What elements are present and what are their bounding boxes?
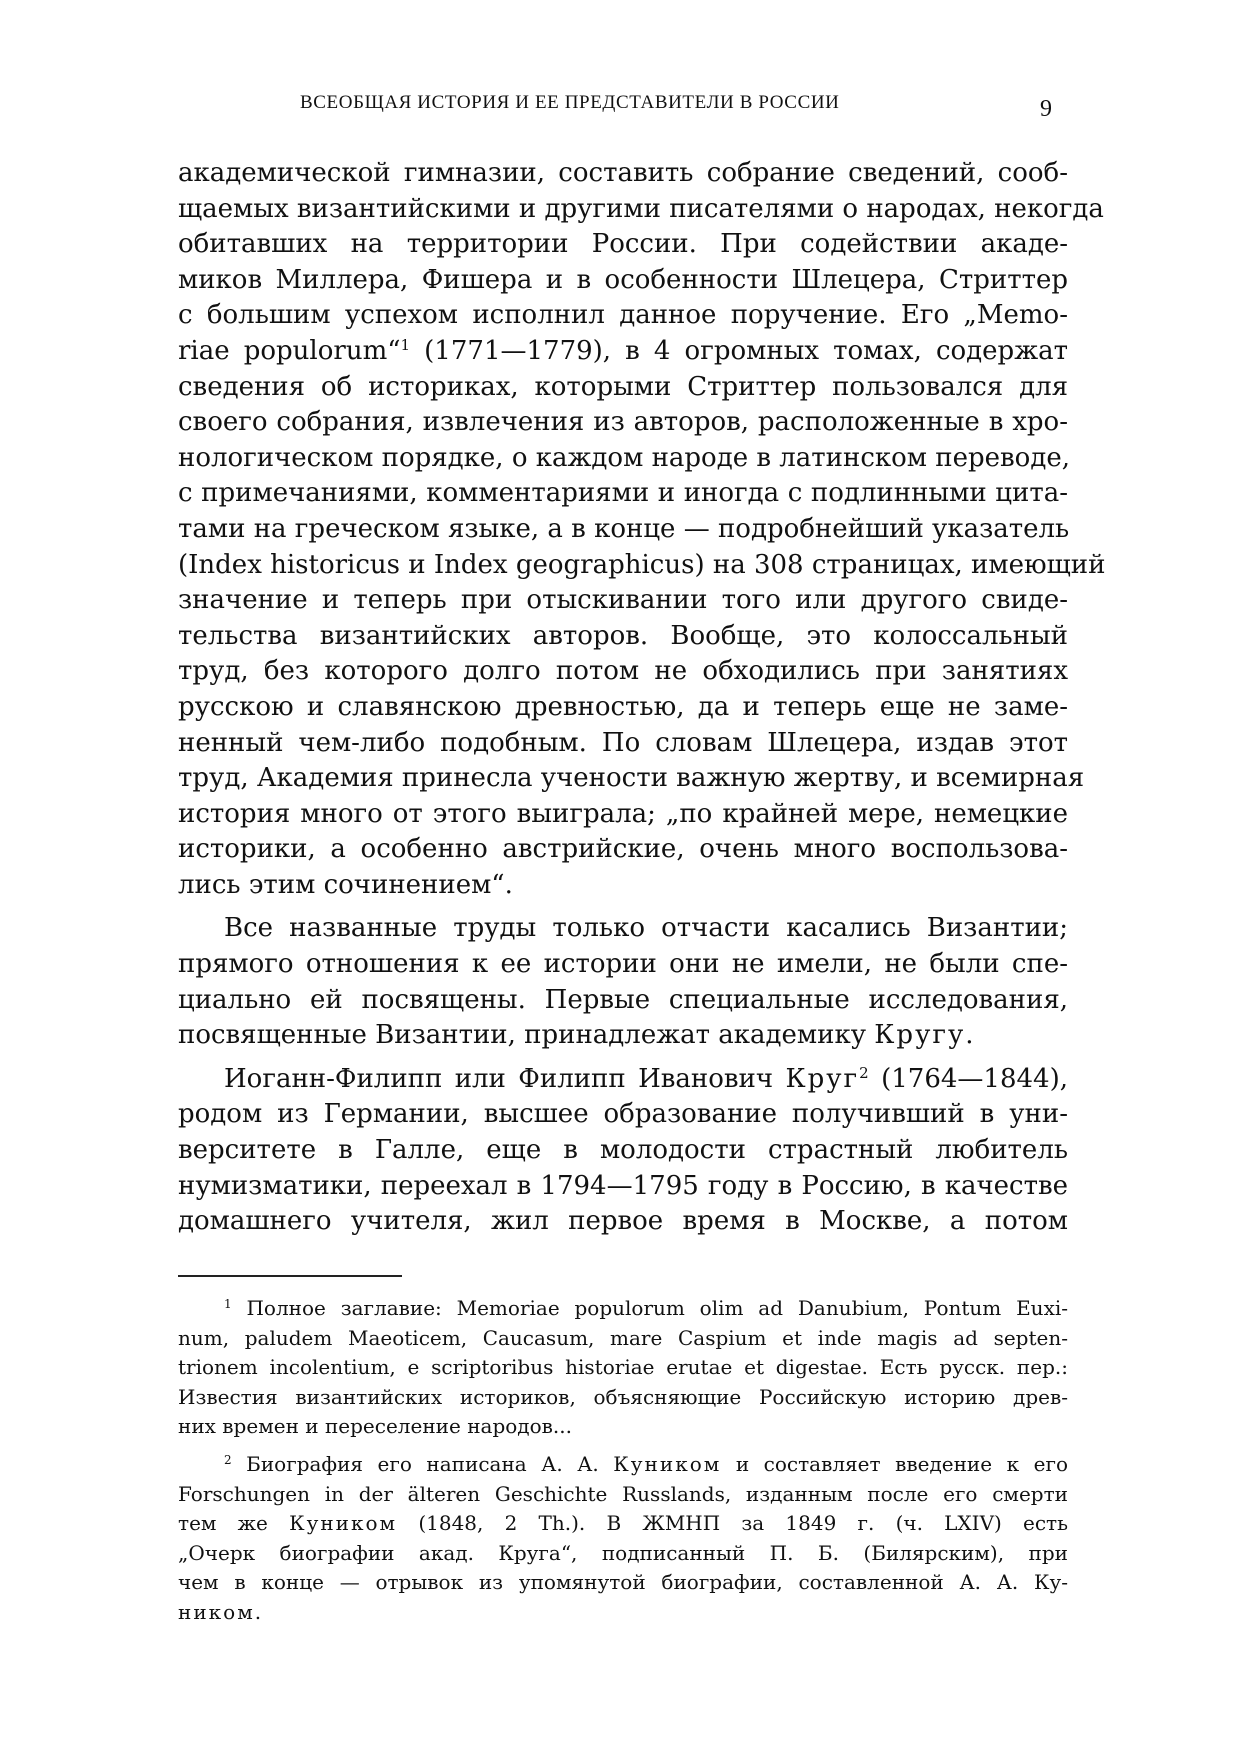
footnotes	[178, 1294, 1068, 1628]
text-line: верситете в Галле, еще в молодости страстный любитель	[178, 1135, 1068, 1166]
text-line: циально ей посвящены. Первые специальные исследования,	[178, 984, 1068, 1015]
text-line	[178, 334, 1068, 370]
text-fragment: тем же	[178, 1511, 290, 1536]
text-line: с примечаниями, комментариями и иногда с подлинными цита-	[178, 478, 1068, 509]
text-line: Все названные труды только отчасти касались Византии;	[224, 913, 1068, 944]
text-line: с большим успехом исполнил данное поручение. Его „Memo-	[178, 300, 1068, 331]
text-line: родом из Германии, высшее образование получивший в уни-	[178, 1099, 1068, 1130]
text-fragment: (1764—1844),	[868, 1063, 1068, 1094]
text-line	[178, 1018, 1068, 1054]
footnote-line: них времен и переселение народов...	[178, 1414, 572, 1439]
footnote-ref: 2	[859, 1063, 869, 1082]
text-line: обитавших на территории России. При содействии акаде-	[178, 229, 1068, 260]
spaced-name: Куником	[289, 1511, 398, 1536]
spaced-name: Куником	[613, 1451, 722, 1476]
text-line	[178, 1062, 1068, 1098]
text-line: труд, без которого долго потом не обходились при занятиях	[178, 656, 1068, 687]
footnote-separator	[178, 1275, 402, 1277]
text-line: труд, Академия принесла учености важную жертву, и всемирная	[178, 763, 1085, 794]
footnote-number: 2	[224, 1452, 232, 1467]
footnote-line: ником.	[178, 1599, 264, 1624]
text-line: русскою и славянскою древностью, да и теперь еще не заме-	[178, 691, 1068, 722]
footnote-line: чем в конце — отрывок из упомянутой биографии, составленной А. А. Ку-	[178, 1570, 1068, 1595]
text-fragment: посвященные Византии, принадлежат академику	[178, 1020, 875, 1051]
text-fragment: .	[965, 1020, 974, 1051]
footnote-line	[178, 1509, 1068, 1539]
main-text	[178, 156, 1106, 1240]
running-head: ВСЕОБЩАЯ ИСТОРИЯ И ЕЕ ПРЕДСТАВИТЕЛИ В РОССИИ	[300, 92, 840, 113]
footnote-number: 1	[224, 1297, 232, 1311]
text-line: нологическом порядке, о каждом народе в латинском переводе,	[178, 442, 1070, 473]
text-line: щаемых византийскими и другими писателями о народах, некогда	[178, 193, 1104, 224]
text-line: тами на греческом языке, а в конце — подробнейший указатель	[178, 513, 1070, 544]
footnote-line: „Очерк биографии акад. Круга“, подписанный П. Б. (Билярским), при	[178, 1540, 1068, 1565]
text-line: тельства византийских авторов. Вообще, это колоссальный	[178, 620, 1068, 651]
text-line: ненный чем-либо подобным. По словам Шлецера, издав этот	[178, 727, 1068, 758]
text-line: прямого отношения к ее истории они не имели, не были спе-	[178, 949, 1068, 980]
text-line: своего собрания, извлечения из авторов, расположенные в хро-	[178, 407, 1068, 438]
text-line: академической гимназии, составить собрание сведений, сооб-	[178, 158, 1068, 188]
text-line: домашнего учителя, жил первое время в Москве, а потом	[178, 1206, 1068, 1237]
text-line: лись этим сочинением“.	[178, 869, 513, 900]
footnote-line	[178, 1294, 1068, 1324]
footnote-line: Forschungen in der älteren Geschichte Russlands, изданным после его смерти	[178, 1481, 1068, 1506]
page-number: 9	[1040, 96, 1052, 122]
footnote-line	[178, 1450, 1068, 1480]
text-line: значение и теперь при отыскивании того или другого свиде-	[178, 585, 1068, 616]
footnote-line: num, paludem Maeoticem, Caucasum, mare Caspium et inde magis ad septen-	[178, 1325, 1068, 1350]
text-line: миков Миллера, Фишера и в особенности Шлецера, Стриттер	[178, 264, 1068, 295]
text-line: сведения об историках, которыми Стриттер пользовался для	[178, 371, 1068, 402]
footnote-line: trionem incolentium, e scriptoribus historiae erutae et digestae. Есть русск. пер.:	[178, 1355, 1068, 1380]
text-fragment: Иоганн-Филипп или Филипп Иванович	[224, 1063, 786, 1094]
text-fragment: Полное заглавие: Memoriae populorum olim ad Danubium, Pontum Euxi-	[231, 1296, 1068, 1320]
text-fragment: (1848, 2 Th.). В ЖМНП за 1849 г. (ч. LXIV) есть	[397, 1511, 1069, 1536]
footnote-line: Известия византийских историков, объясняющие Российскую историю древ-	[178, 1384, 1068, 1409]
spaced-name: Круг	[785, 1063, 860, 1094]
spaced-name: Кругу	[874, 1020, 966, 1051]
text-fragment: riae populorum“	[178, 335, 401, 366]
text-line: история много от этого выиграла; „по крайней мере, немецкие	[178, 798, 1068, 829]
text-line: нумизматики, переехал в 1794—1795 году в Россию, в качестве	[178, 1170, 1068, 1201]
footnote-ref: 1	[400, 335, 411, 354]
text-fragment: (1771—1779), в 4 огромных томах, содержат	[410, 335, 1068, 366]
text-fragment: Биография его написана А. А.	[231, 1451, 614, 1476]
text-fragment: и составляет введение к его	[721, 1451, 1068, 1476]
text-line: (Index historicus и Index geographicus) на 308 страницах, имеющий	[178, 549, 1106, 580]
text-line: историки, а особенно австрийские, очень много воспользова-	[178, 834, 1068, 865]
